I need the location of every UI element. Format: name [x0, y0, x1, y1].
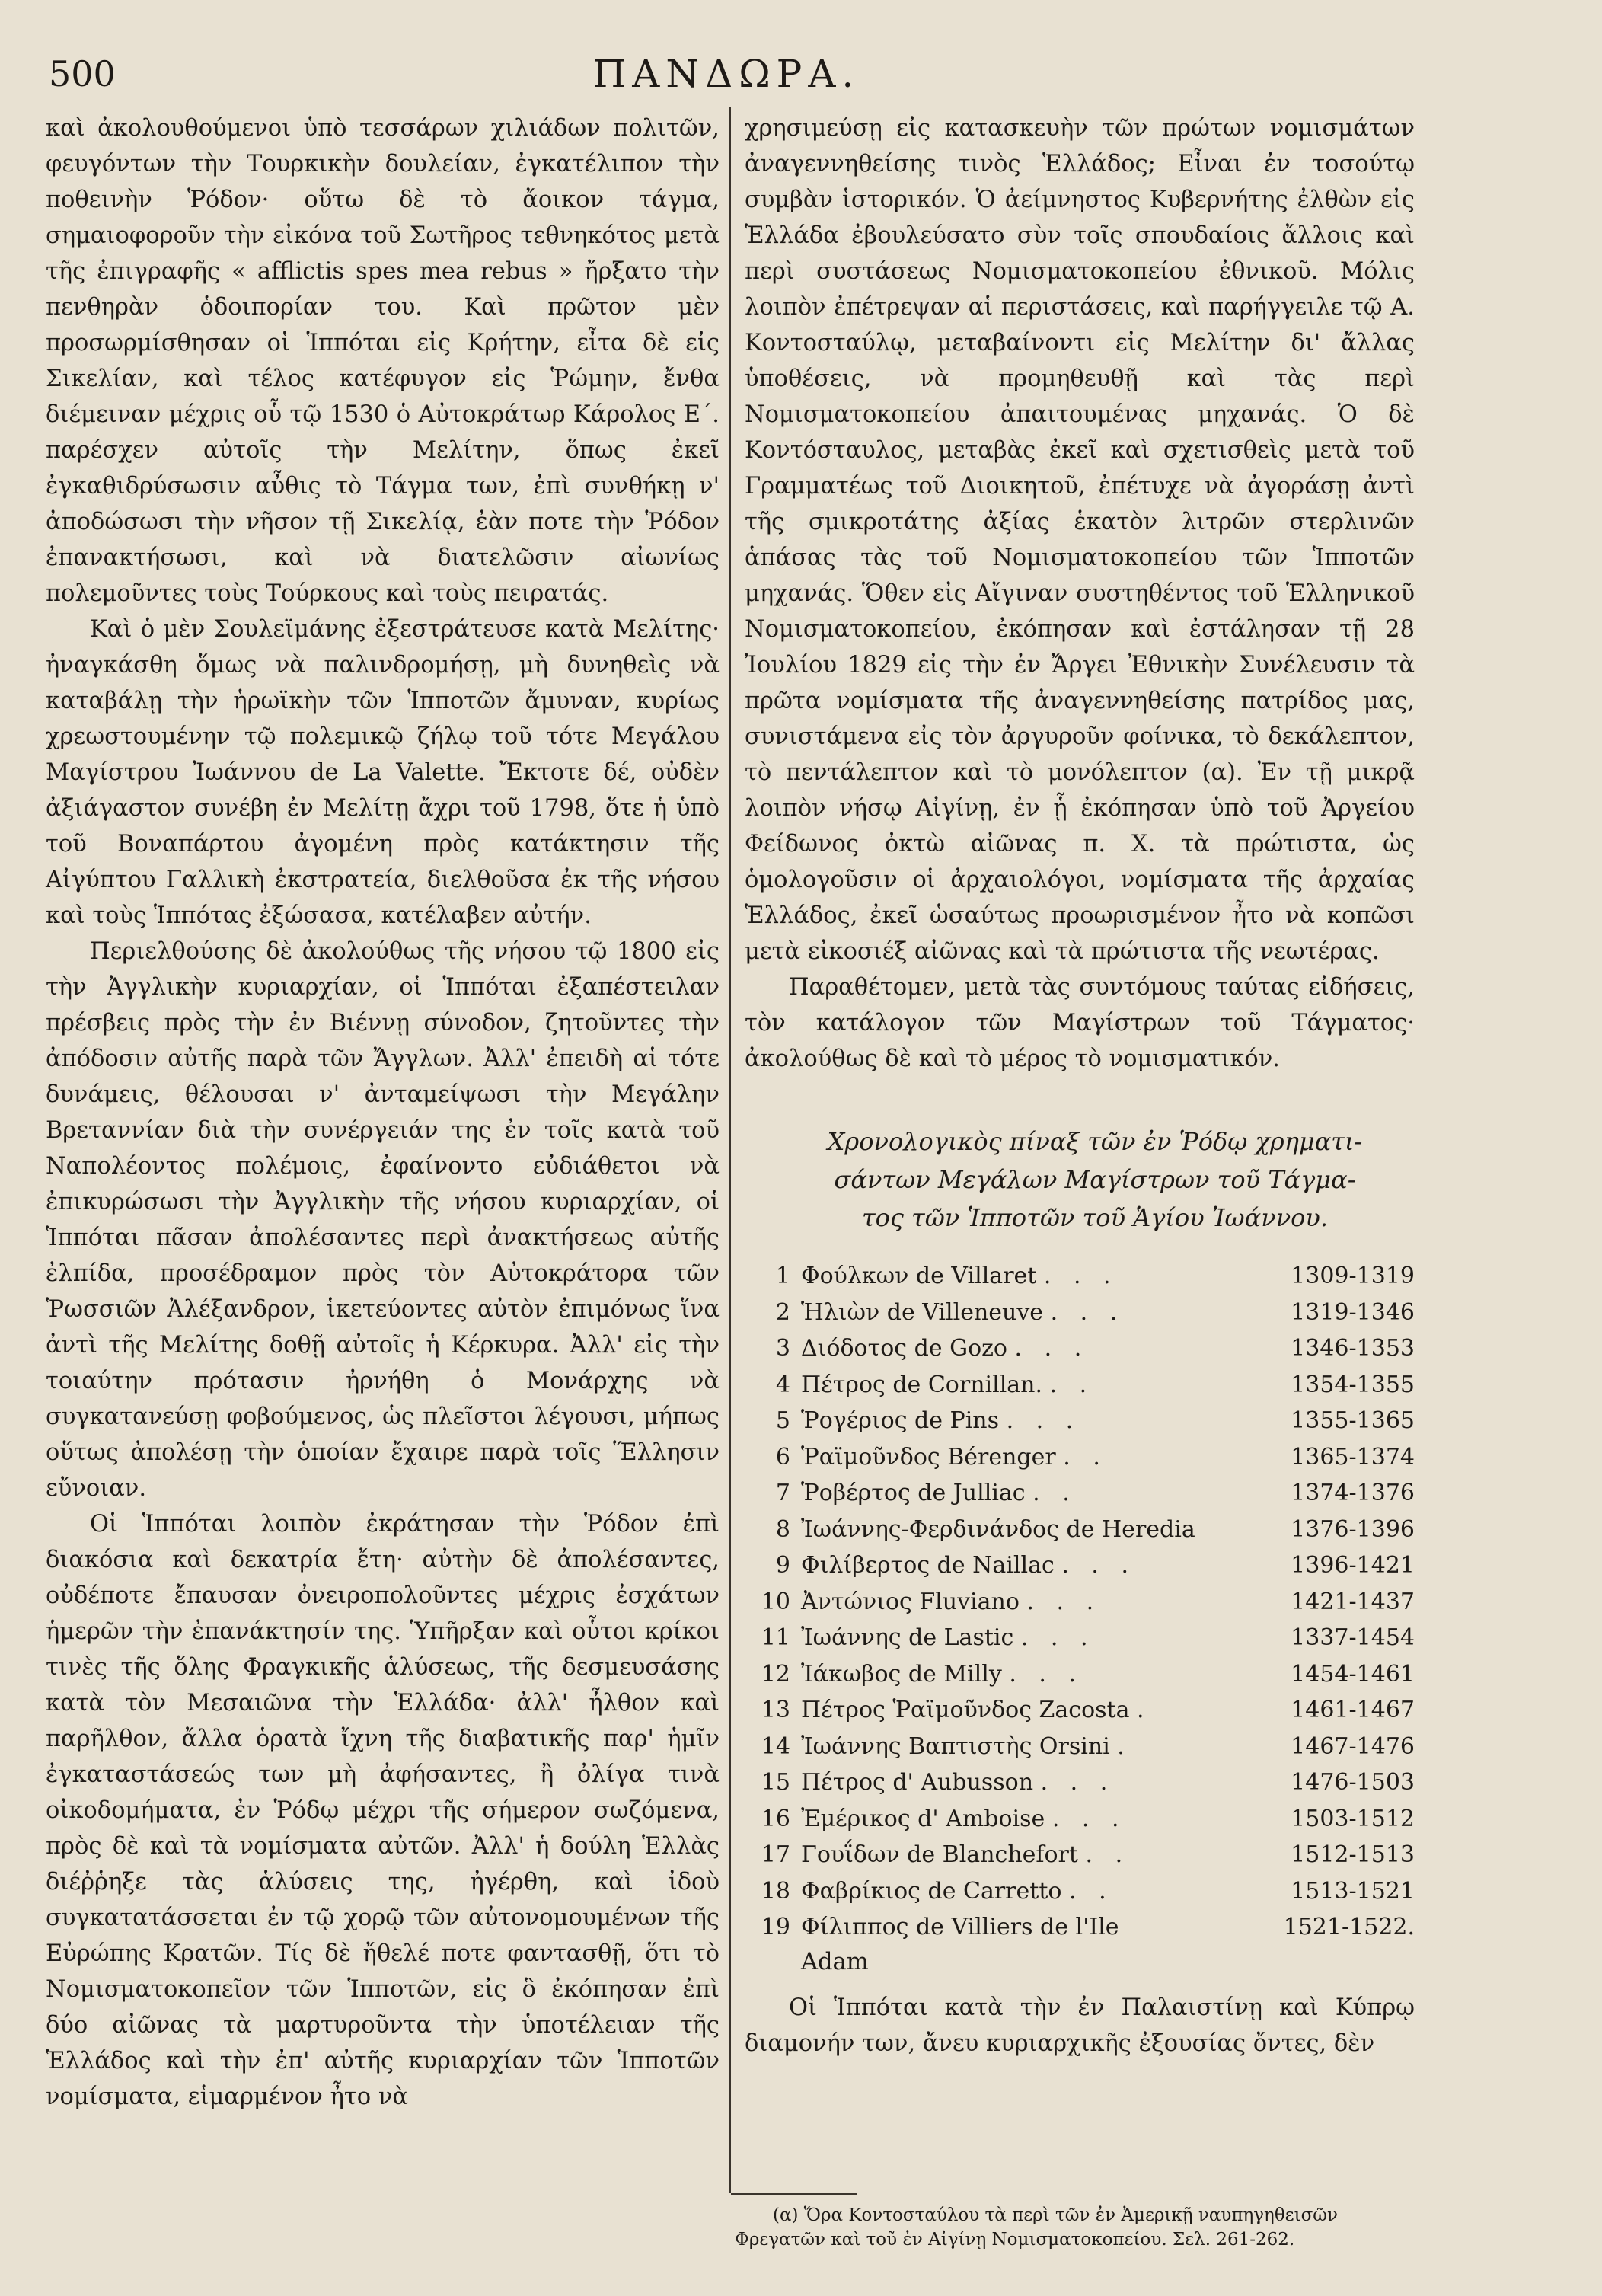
master-leader-dots: . . [1069, 1877, 1114, 1905]
master-name-text: Πέτρος de Cornillan. [801, 1371, 1043, 1398]
master-years: 1374-1376 [1291, 1480, 1415, 1506]
master-row [745, 1547, 1415, 1584]
master-name [801, 1837, 1259, 1873]
master-name-text: Φίλιππος de Villiers de l'Ile [801, 1914, 1119, 1940]
master-row [745, 1692, 1415, 1729]
master-name [801, 1330, 1259, 1367]
master-row [745, 1367, 1415, 1403]
master-years: 1467-1476 [1291, 1732, 1415, 1760]
master-row [745, 1656, 1415, 1693]
master-leader-dots: . . [1032, 1480, 1077, 1506]
master-name [801, 1909, 1259, 1946]
master-name [801, 1547, 1259, 1584]
master-number: 16 [761, 1805, 790, 1832]
master-name [801, 1656, 1259, 1693]
left-column [46, 110, 720, 2115]
master-name [801, 1764, 1259, 1801]
master-name [801, 1367, 1259, 1403]
master-leader-dots: . . . [1014, 1335, 1090, 1362]
master-number: 1 [775, 1263, 790, 1289]
master-number: 11 [761, 1624, 790, 1651]
master-leader-dots: . . . [1050, 1298, 1125, 1326]
master-name-text: Γουΐδων de Blanchefort [801, 1841, 1078, 1868]
master-number: 13 [761, 1697, 790, 1723]
table-title-line-3: τος τῶν Ἱπποτῶν τοῦ Ἁγίου Ἰωάννου. [861, 1203, 1329, 1232]
master-name [801, 1801, 1259, 1838]
master-row [745, 1439, 1415, 1476]
master-leader-dots: . [1117, 1732, 1132, 1760]
master-leader-dots: . . . [1020, 1624, 1096, 1651]
master-number: 8 [775, 1515, 790, 1543]
master-number: 12 [761, 1660, 790, 1688]
column-divider [729, 107, 731, 2193]
master-number: 3 [775, 1335, 790, 1362]
master-leader-dots: . [1137, 1697, 1152, 1723]
master-number: 4 [775, 1371, 790, 1398]
master-row [745, 1873, 1415, 1910]
master-row [745, 1764, 1415, 1801]
master-leader-dots: . . [1063, 1443, 1108, 1471]
table-title-line-2: σάντων Μεγάλων Μαγίστρων τοῦ Τάγμα- [834, 1165, 1356, 1194]
master-name-text: Φαβρίκιος de Carretto [801, 1877, 1062, 1905]
master-leader-dots: . . [1085, 1841, 1131, 1868]
master-name-text: Φούλκων de Villaret [801, 1263, 1037, 1289]
master-name-text: Φιλίβερτος de Naillac [801, 1552, 1055, 1579]
master-name-text: Ῥαϊμοῦνδος Bérenger [801, 1443, 1056, 1471]
master-name-text: Ἰάκωβος de Milly [801, 1660, 1002, 1688]
master-name [801, 1403, 1259, 1439]
masters-list [745, 1258, 1415, 1946]
master-number: 7 [775, 1480, 790, 1506]
master-years: 1355-1365 [1291, 1407, 1415, 1434]
master-row [745, 1475, 1415, 1512]
master-name-text: Ῥογέριος de Pins [801, 1407, 1000, 1434]
right-paragraph-1: χρησιμεύσῃ εἰς κατασκευὴν τῶν πρώτων νομισμάτων ἀναγεννηθείσης τινὸς Ἑλλάδος; Εἶναι ἐν τοσούτῳ συμβὰν ἱστορικόν. Ὁ ἀείμνηστος Κυβερνήτης ἐλθὼν εἰς Ἑλλάδα ἐβουλεύσατο σὺν τοῖς σπουδαίοις ἄλλοις καὶ περὶ συστάσεως Νομισματοκοπείου ἐθνικοῦ. Μόλις λοιπὸν ἐπέτρεψαν αἱ περιστάσεις, καὶ παρήγγειλε τῷ Α. Κοντοσταύλῳ, μεταβαίνοντι εἰς Μελίτην δι' ἄλλας ὑποθέσεις, νὰ προμηθευθῇ καὶ τὰς περὶ Νομισματοκοπείου ἀπαιτουμένας μηχανάς. Ὁ δὲ Κοντόσταυλος, μεταβὰς ἐκεῖ καὶ σχετισθεὶς μετὰ τοῦ Γραμματέως τοῦ Διοικητοῦ, ἐπέτυχε νὰ ἀγοράσῃ ἀντὶ τῆς σμικροτάτης ἀξίας ἑκατὸν λιτρῶν στερλινῶν ἁπάσας τὰς τοῦ Νομισματοκοπείου τῶν Ἱπποτῶν μηχανάς. Ὅθεν εἰς Αἴγιναν συστηθέντος τοῦ Ἑλληνικοῦ Νομισματοκοπείου, ἐκόπησαν καὶ ἐστάλησαν τῇ 28 Ἰουλίου 1829 εἰς τὴν ἐν Ἄργει Ἐθνικὴν Συνέλευσιν τὰ πρῶτα νομίσματα τῆς ἀναγεννηθείσης πατρίδος μας, συνιστάμενα εἰς τὸν ἀργυροῦν φοίνικα, τὸ δεκάλεπτον, τὸ πεντάλεπτον καὶ τὸ μονόλεπτον (α). Ἐν τῇ μικρᾷ λοιπὸν νήσῳ Αἰγίνῃ, ἐν ᾗ ἐκόπησαν ὑπὸ τοῦ Ἀργείου Φείδωνος ὀκτὼ αἰῶνας π. Χ. τὰ πρώτιστα, ὡς ὁμολογοῦσιν οἱ ἀρχαιολόγοι, νομίσματα τῆς ἀρχαίας Ἑλλάδος, ἐκεῖ ὡσαύτως προωρισμένον ἦτο νὰ κοπῶσι μετὰ εἰκοσιέξ αἰῶνας καὶ τὰ πρώτιστα τῆς νεωτέρας. [745, 115, 1415, 965]
master-row [745, 1330, 1415, 1367]
master-number: 5 [775, 1407, 790, 1434]
master-name-text: Ἰωάννης Βαπτιστὴς Orsini [801, 1732, 1110, 1760]
master-name [801, 1584, 1259, 1621]
master-name-text: Ἡλιὼν de Villeneuve [801, 1298, 1044, 1326]
master-row [745, 1403, 1415, 1439]
master-years: 1454-1461 [1291, 1660, 1415, 1688]
footnote-rule [731, 2193, 857, 2195]
master-leader-dots: . . . [1040, 1769, 1115, 1796]
master-name [801, 1873, 1259, 1910]
left-paragraph-3: Περιελθούσης δὲ ἀκολούθως τῆς νήσου τῷ 1800 εἰς τὴν Ἀγγλικὴν κυριαρχίαν, οἱ Ἱππόται ἐξαπέστειλαν πρέσβεις πρὸς τὴν ἐν Βιέννῃ σύνοδον, ζητοῦντες τὴν ἀπόδοσιν αὐτῆς παρὰ τῶν Ἄγγλων. Ἀλλ' ἐπειδὴ αἱ τότε δυνάμεις, θέλουσαι ν' ἀνταμείψωσι τὴν Μεγάλην Βρεταννίαν διὰ τὴν συνέργειάν της ἐν τοῖς κατὰ τοῦ Ναπολέοντος πολέμοις, ἐφαίνοντο εὐδιάθετοι νὰ ἐπικυρώσωσι τὴν Ἀγγλικὴν τῆς νήσου κυριαρχίαν, οἱ Ἱππόται πᾶσαν ἀπολέσαντες περὶ ἀνακτήσεως αὐτῆς ἐλπίδα, προσέδραμον πρὸς τὸν Αὐτοκράτορα τῶν Ῥωσσιῶν Ἀλέξανδρον, ἱκετεύοντες αὐτὸν ἐπιμόνως ἵνα ἀντὶ τῆς Μελίτης δοθῇ αὐτοῖς ἡ Κέρκυρα. Ἀλλ' εἰς τὴν τοιαύτην πρότασιν ἠρνήθη ὁ Μονάρχης νὰ συγκατανεύσῃ φοβούμενος, ὡς πλεῖστοι λέγουσι, μήπως οὕτως ἀπολέσῃ τὴν ὁποίαν ἔχαιρε παρὰ τοῖς Ἕλλησιν εὔνοιαν. [46, 938, 720, 1502]
master-years: 1354-1355 [1291, 1371, 1415, 1398]
master-name-continuation: Adam [801, 1948, 869, 1975]
master-years: 1503-1512 [1291, 1805, 1415, 1832]
master-years: 1521-1522. [1283, 1914, 1415, 1940]
right-column [745, 110, 1415, 2061]
right-paragraph-2: Παραθέτομεν, μετὰ τὰς συντόμους ταύτας εἰδήσεις, τὸν κατάλογον τῶν Μαγίστρων τοῦ Τάγματος· ἀκολούθως δὲ καὶ τὸ μέρος τὸ νομισματικόν. [745, 974, 1415, 1072]
master-name-text: Ἰωάννης de Lastic [801, 1624, 1014, 1651]
master-leader-dots: . . . [1006, 1407, 1081, 1434]
master-name-text: Διόδοτος de Gozo [801, 1335, 1007, 1362]
master-row [745, 1620, 1415, 1656]
master-row [745, 1295, 1415, 1331]
master-years: 1396-1421 [1291, 1552, 1415, 1579]
master-number: 18 [761, 1877, 790, 1905]
master-name [801, 1439, 1259, 1476]
master-years: 1365-1374 [1291, 1443, 1415, 1471]
master-leader-dots: . . . [1026, 1588, 1102, 1615]
master-years: 1421-1437 [1291, 1588, 1415, 1615]
master-years: 1513-1521 [1291, 1877, 1415, 1905]
left-paragraph-4: Οἱ Ἱππόται λοιπὸν ἐκράτησαν τὴν Ῥόδον ἐπὶ διακόσια καὶ δεκατρία ἔτη· αὐτὴν δὲ ἀπολέσαντες, οὐδέποτε ἔπαυσαν ὀνειροπολοῦντες μέχρις ἐσχάτων ἡμερῶν τὴν ἐπανάκτησίν της. Ὑπῆρξαν καὶ οὗτοι κρίκοι τινὲς τῆς ὅλης Φραγκικῆς ἁλύσεως, τῆς δεσμευσάσης κατὰ τὸν Μεσαιῶνα τὴν Ἑλλάδα· ἀλλ' ἦλθον καὶ παρῆλθον, ἄλλα ὁρατὰ ἴχνη τῆς διαβατικῆς παρ' ἡμῖν ἐγκαταστάσεώς των μὴ ἀφήσαντες, ἢ ὀλίγα τινὰ οἰκοδομήματα, ἐν Ῥόδῳ μέχρι τῆς σήμερον σωζόμενα, πρὸς δὲ καὶ τὰ νομίσματα αὐτῶν. Ἀλλ' ἡ δούλη Ἑλλὰς διέῤῥηξε τὰς ἁλύσεις της, ἠγέρθη, καὶ ἰδοὺ συγκατατάσσεται ἐν τῷ χορῷ τῶν αὐτονομουμένων τῆς Εὐρώπης Κρατῶν. Τίς δὲ ἤθελέ ποτε φαντασθῇ, ὅτι τὸ Νομισματοκοπεῖον τῶν Ἱπποτῶν, εἰς ὃ ἐκόπησαν ἐπὶ δύο αἰῶνας τὰ μαρτυροῦντα τὴν ὑποτέλειαν τῆς Ἑλλάδος καὶ τὴν ἐπ' αὐτῆς κυριαρχίαν τῶν Ἱπποτῶν νομίσματα, εἱμαρμένον ἦτο νὰ [46, 1511, 720, 2110]
master-name [801, 1692, 1259, 1729]
page-header [49, 47, 1404, 101]
master-row [745, 1837, 1415, 1873]
master-leader-dots: . . . [1061, 1552, 1136, 1579]
left-paragraph-1: καὶ ἀκολουθούμενοι ὑπὸ τεσσάρων χιλιάδων πολιτῶν, φευγόντων τὴν Τουρκικὴν δουλείαν, ἐγκατέλιπον τὴν ποθεινὴν Ῥόδον· οὕτω δὲ τὸ ἄοικον τάγμα, σημαιοφοροῦν τὴν εἰκόνα τοῦ Σωτῆρος τεθνηκότος μετὰ τῆς ἐπιγραφῆς « afflictis spes mea rebus » ἤρξατο τὴν πενθηρὰν ὁδοιπορίαν του. Καὶ πρῶτον μὲν προσωρμίσθησαν οἱ Ἱππόται εἰς Κρήτην, εἶτα δὲ εἰς Σικελίαν, καὶ τέλος κατέφυγον εἰς Ῥώμην, ἔνθα διέμειναν μέχρις οὗ τῷ 1530 ὁ Αὐτοκράτωρ Κάρολος Ε΄. παρέσχεν αὐτοῖς τὴν Μελίτην, ὅπως ἐκεῖ ἐγκαθιδρύσωσιν αὖθις τὸ Τάγμα των, ἐπὶ συνθήκῃ ν' ἀποδώσωσι τὴν νῆσον τῇ Σικελίᾳ, ἐὰν ποτε τὴν Ῥόδον ἐπανακτήσωσι, καὶ νὰ διατελῶσιν αἰωνίως πολεμοῦντες τοὺς Τούρκους καὶ τοὺς πειρατάς. [46, 115, 720, 607]
master-name-text: Πέτρος d' Aubusson [801, 1769, 1034, 1796]
master-leader-dots: . . . [1052, 1805, 1127, 1832]
master-leader-dots: . . [1049, 1371, 1095, 1398]
page-number: 500 [49, 53, 116, 94]
master-row [745, 1512, 1415, 1548]
masters-table-title [775, 1122, 1415, 1237]
running-title: ΠΑΝΔΩΡΑ. [592, 52, 860, 96]
master-years: 1476-1503 [1291, 1769, 1415, 1796]
master-years: 1337-1454 [1291, 1624, 1415, 1651]
master-name-text: Ῥοβέρτος de Julliac [801, 1480, 1026, 1506]
master-years: 1309-1319 [1291, 1263, 1415, 1289]
master-years: 1319-1346 [1291, 1298, 1415, 1326]
master-number: 19 [761, 1914, 790, 1940]
master-name [801, 1295, 1259, 1331]
master-name-text: Ἰωάννης-Φερδινάνδος de Heredia [801, 1515, 1195, 1543]
master-name [801, 1512, 1259, 1548]
master-number: 6 [775, 1443, 790, 1471]
master-row [745, 1729, 1415, 1765]
master-number: 14 [761, 1732, 790, 1760]
master-name [801, 1729, 1259, 1765]
table-title-line-1: Χρονολογικὸς πίναξ τῶν ἐν Ῥόδῳ χρηματι- [827, 1127, 1363, 1156]
master-row [745, 1258, 1415, 1295]
master-name-text: Ἐμέρικος d' Amboise [801, 1805, 1045, 1832]
master-name [801, 1475, 1259, 1512]
master-years: 1346-1353 [1291, 1335, 1415, 1362]
footnote: (α) Ὅρα Κοντοσταύλου τὰ περὶ τῶν ἐν Ἀμερικῇ ναυπηγηθεισῶν Φρεγατῶν καὶ τοῦ ἐν Αἰγίνῃ Νομισματοκοπείου. Σελ. 261-262. [735, 2205, 1339, 2250]
master-years: 1512-1513 [1291, 1841, 1415, 1868]
master-name [801, 1620, 1259, 1656]
left-paragraph-2: Καὶ ὁ μὲν Σουλεϊμάνης ἐξεστράτευσε κατὰ Μελίτης· ἠναγκάσθη ὅμως νὰ παλινδρομήσῃ, μὴ δυνηθεὶς νὰ καταβάλῃ τὴν ἡρωϊκὴν τῶν Ἱπποτῶν ἄμυναν, κυρίως χρεωστουμένην τῷ πολεμικῷ ζήλῳ τοῦ τότε Μεγάλου Μαγίστρου Ἰωάννου de La Valette. Ἔκτοτε δέ, οὐδὲν ἀξιάγαστον συνέβη ἐν Μελίτῃ ἄχρι τοῦ 1798, ὅτε ἡ ὑπὸ τοῦ Βοναπάρτου ἀγομένη πρὸς κατάκτησιν τῆς Αἰγύπτου Γαλλικὴ ἐκστρατεία, διελθοῦσα ἐκ τῆς νήσου καὶ τοὺς Ἱππότας ἐξώσασα, κατέλαβεν αὐτήν. [46, 616, 720, 929]
master-number: 9 [775, 1552, 790, 1579]
master-name-text: Ἀντώνιος Fluviano [801, 1588, 1020, 1615]
master-number: 15 [761, 1769, 790, 1796]
right-closing-paragraph: Οἱ Ἱππόται κατὰ τὴν ἐν Παλαιστίνῃ καὶ Κύπρῳ διαμονήν των, ἄνευ κυριαρχικῆς ἐξουσίας ὄντες, δὲν [745, 1994, 1415, 2057]
master-years: 1376-1396 [1291, 1515, 1415, 1543]
master-number: 2 [775, 1298, 790, 1326]
master-number: 10 [761, 1588, 790, 1615]
master-name-text: Πέτρος Ῥαϊμοῦνδος Zacosta [801, 1697, 1130, 1723]
master-row [745, 1801, 1415, 1838]
master-years: 1461-1467 [1291, 1697, 1415, 1723]
master-row [745, 1909, 1415, 1946]
master-name [801, 1258, 1259, 1295]
master-number: 17 [761, 1841, 790, 1868]
master-leader-dots: . . . [1009, 1660, 1084, 1688]
master-row [745, 1584, 1415, 1621]
master-leader-dots: . . . [1043, 1263, 1119, 1289]
